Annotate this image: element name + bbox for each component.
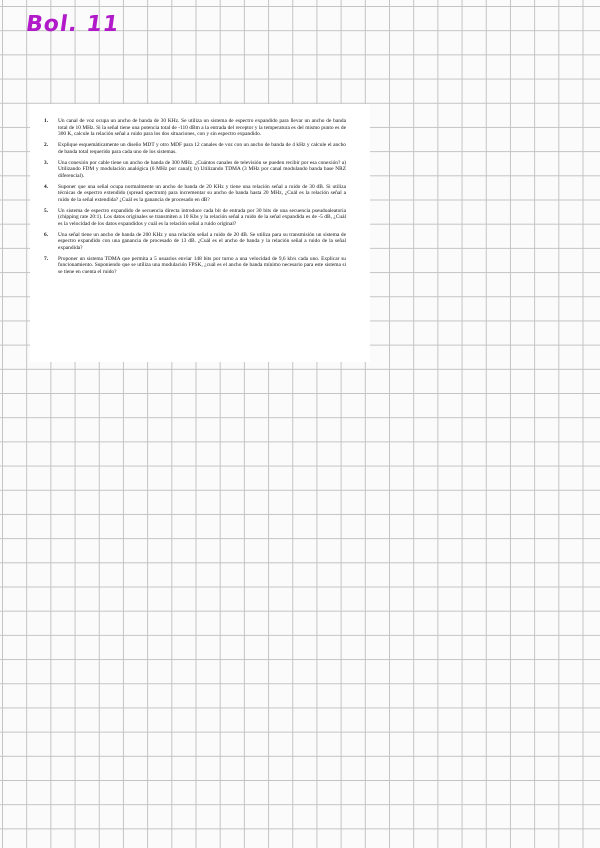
problem-sheet [30,104,370,362]
problem-text: Suponer que una señal ocupa normalmente un ancho de banda de 20 KHz y tiene una relación señal a ruido de 30 dB. Si utiliza técnicas de espectro extendido (spread spectrum) para incrementar su ancho de banda hasta 20 MHz, ¿Cuál es la relación señal a ruido de la señal extendida? ¿Cuál es la ganancia de procesado en dB? [58,183,346,203]
problem-text: Explique esquemáticamente un diseño MDT y otro MDF para 12 canales de voz con un ancho de banda de 4 kHz y calcule el ancho de banda total requerido para cada uno de los sistemas. [58,142,346,155]
problem-number: 5. [44,207,49,214]
problem-text: Un sistema de espectro expandido de secuencia directa introduce cada bit de entrada por 30 bits de una secuencia pseudoaleatoria (chipping rate 20:1). Los datos originales se transmiten a 10 Kbs y la relación señal a ruido de la señal expandida es de -5 dB, ¿Cuál es la velocidad de los datos expandidos y cuál es la relación señal a ruido original? [58,207,346,227]
problem-item [44,160,346,180]
problem-item [44,256,346,276]
problem-item [44,184,346,204]
problem-item [44,142,346,155]
problem-text: Una señal tiene un ancho de banda de 200 KHz y una relación señal a ruido de 20 dB. Se utiliza para su transmisión un sistema de espectro expandido con una ganancia de procesado de 13 dB. ¿Cuál es el ancho de banda y la relación señal a ruido de la señal expandida? [58,231,346,251]
problem-text: Proponer un sistema TDMA que permita a 5 usuarios enviar 148 bits por turno a una velocidad de 9,6 kb/s cada uno. Explicar su funcionamiento. Suponiendo que se utiliza una modulación FPSK, ¿cuál es el ancho de banda mínimo necesario para este sistema si se tiene en cuenta el ruido? [58,255,346,276]
problem-list [44,118,346,276]
problem-item [44,118,346,138]
problem-text: Un canal de voz ocupa un ancho de banda de 30 KHz. Se utiliza un sistema de espectro expandido para llevar un ancho de banda total de 10 MHz. Si la señal tiene una potencia total de -110 dBm a la entrada del receptor y la temperatura es del mismo punto es de 300 K, calcule la relación señal a ruido para los dos situaciones, con y sin espectro expandido. [58,118,346,138]
problem-number: 2. [44,142,49,149]
problem-number: 3. [44,159,49,166]
problem-number: 6. [44,231,49,238]
problem-text: Una conexión por cable tiene un ancho de banda de 300 MHz. ¿Cuántos canales de televisión se pueden recibir por esa conexión? a) Utilizando FDM y modulación analógica (6 MHz por canal); b) Utilizando TDMA (3 MHz por canal modulando banda base NRZ diferencial). [58,159,346,179]
problem-item [44,208,346,228]
problem-number: 4. [44,183,49,190]
page-title: Bol. 11 [24,12,121,37]
problem-number: 1. [44,118,49,124]
problem-item [44,232,346,252]
problem-number: 7. [44,255,49,262]
